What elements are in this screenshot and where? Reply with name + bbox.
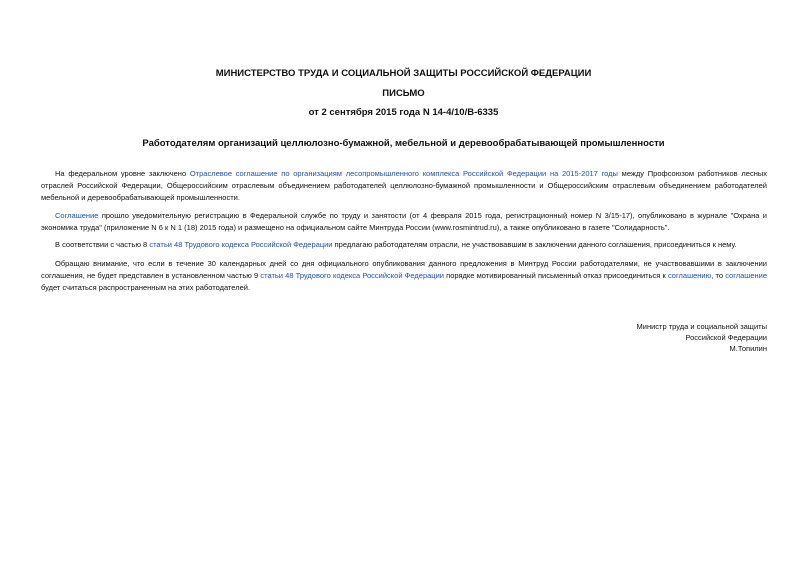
paragraph-text: предлагаю работодателям отрасли, не участвовавшим в заключении данного соглашения, присоединиться к нему. <box>332 240 737 249</box>
paragraph-text: , то <box>711 271 726 280</box>
paragraph-agreement-concluded <box>41 168 767 204</box>
signature-name: М.Топилин <box>729 344 767 353</box>
signature-position: Министр труда и социальной защиты <box>636 322 767 331</box>
ministry-title: МИНИСТЕРСТВО ТРУДА И СОЦИАЛЬНОЙ ЗАЩИТЫ РОССИЙСКОЙ ФЕДЕРАЦИИ <box>215 68 592 79</box>
document-date-number: от 2 сентября 2015 года N 14-4/10/В-6335 <box>308 107 499 118</box>
paragraph-text: между Профсоюзом работников лесных отраслей Российской Федерации, Общероссийским отраслевым объединением работодателей целлюлозно-бумажной промышленности и Общероссийским отраслевым объединением работодателей мебельной и деревообрабатывающей промышленности. <box>41 169 767 202</box>
signature-country: Российской Федерации <box>685 333 767 342</box>
document-type: ПИСЬМО <box>382 88 425 99</box>
paragraph-text: прошло уведомительную регистрацию в Федеральной службе по труду и занятости (от 4 февраля 2015 года, регистрационный номер N 3/15-17), опубликовано в журнале "Охрана и экономика труда" (приложение N 6 к N 1 (18) 2015 года) и размещено на официальном сайте Минтруда России (www.rosmintrud.ru), а также опубликовано в газете "Солидарность". <box>41 211 767 232</box>
agreement-link-2[interactable]: соглашению <box>667 271 712 280</box>
agreement-short-link[interactable]: Соглашение <box>55 211 99 220</box>
agreement-link[interactable]: Отраслевое соглашение по организациям лесопромышленного комплекса Российской Федерации на 2015-2017 годы <box>189 169 618 178</box>
agreement-link-3[interactable]: соглашение <box>725 271 768 280</box>
paragraph-text: В соответствии с частью 8 <box>55 240 150 249</box>
paragraph-text: На федеральном уровне заключено <box>55 169 190 178</box>
paragraph-text: будет считаться распространенным на этих работодателей. <box>41 283 251 292</box>
document-addressee: Работодателям организаций целлюлозно-бумажной, мебельной и деревообрабатывающей промышленности <box>142 138 665 149</box>
labor-code-article-48-link[interactable]: статьи 48 Трудового кодекса Российской Федерации <box>149 240 333 249</box>
labor-code-article-48-link[interactable]: статьи 48 Трудового кодекса Российской Федерации <box>260 271 444 280</box>
paragraph-attention <box>41 258 767 294</box>
paragraph-text: Обращаю внимание, что если в течение 30 календарных дней со дня официального опубликования данного предложения в Минтруд России работодателями, не участвовавшими в заключении соглашения, не будет представлен в установленном частью 9 <box>41 259 767 280</box>
signature-block <box>637 321 767 354</box>
paragraph-registration <box>41 210 767 234</box>
paragraph-proposal <box>41 239 767 251</box>
paragraph-text: порядке мотивированный письменный отказ присоединиться к <box>443 271 668 280</box>
